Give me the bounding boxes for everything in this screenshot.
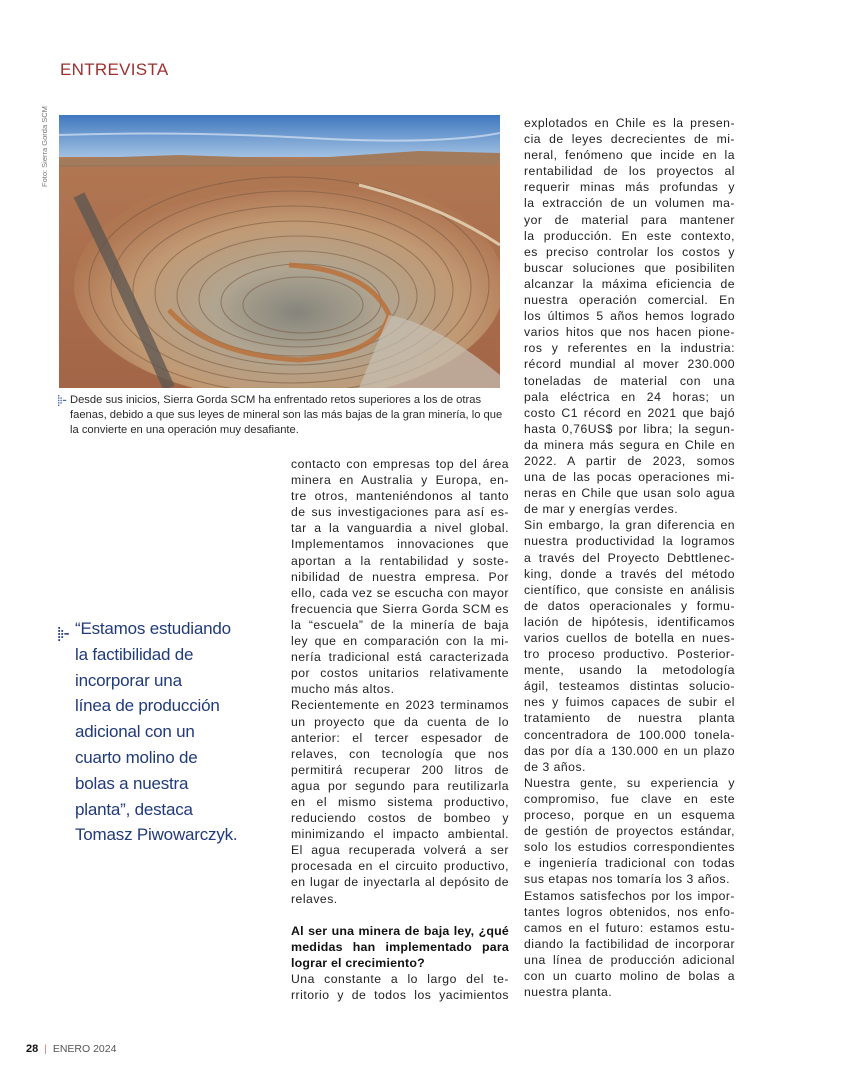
text-line: ello, cada vez se escucha con mayor bbox=[291, 585, 509, 600]
text-line: rentabilidad de los proyectos al bbox=[524, 164, 735, 179]
quote-line: “Estamos estudiando bbox=[75, 619, 231, 638]
text-line: la extracción de un volumen ma- bbox=[524, 196, 735, 211]
text-line: procesada en el circuito productivo, bbox=[291, 859, 509, 874]
question-line: Al ser una minera de baja ley, ¿qué bbox=[291, 923, 509, 938]
text-line: nería tradicional está caracterizada bbox=[291, 650, 509, 665]
text-line: Estamos satisfechos por los impor- bbox=[524, 888, 735, 903]
text-line: nuestra productividad la logramos bbox=[524, 534, 735, 549]
question-line: medidas han implementado para bbox=[291, 939, 509, 954]
text-line: en lugar de inyectarla al depósito de bbox=[291, 875, 509, 890]
text-line: Una constante a lo largo del te- bbox=[291, 971, 509, 986]
text-line: anterior: el tercer espesador de bbox=[291, 730, 509, 745]
text-line: ágil, testeamos distintas solucio- bbox=[524, 679, 735, 694]
paragraph bbox=[291, 456, 509, 697]
text-line: de sus investigaciones para así es- bbox=[291, 505, 509, 520]
text-line: de datos operacionales y formu- bbox=[524, 598, 735, 613]
text-line: sus etapas nos tomaría los 3 años. bbox=[524, 872, 731, 887]
text-line: neral, fenómeno que incide en la bbox=[524, 148, 735, 163]
text-line: king, donde a través del método bbox=[524, 566, 735, 581]
paragraph bbox=[524, 115, 735, 517]
text-line: solo los estudios correspondientes bbox=[524, 840, 735, 855]
text-line: por costos unitarios relativamente bbox=[291, 666, 509, 681]
quote-line: incorporar una bbox=[75, 670, 182, 690]
mine-photo bbox=[59, 115, 500, 388]
text-line: es preciso controlar los costos y bbox=[524, 244, 735, 259]
question-line: lograr el crecimiento? bbox=[291, 955, 425, 970]
text-line: relaves. bbox=[291, 891, 338, 906]
quote-line: cuarto molino de bbox=[75, 747, 198, 767]
text-line: cia de leyes decrecientes de mi- bbox=[524, 132, 735, 147]
text-line: alcanzar la máxima eficiencia de bbox=[524, 276, 735, 291]
text-line: Recientemente en 2023 terminamos bbox=[291, 698, 509, 713]
text-line: minera en Australia y Europa, en- bbox=[291, 473, 509, 488]
text-line: la “escuela” de la minería de baja bbox=[291, 617, 509, 632]
text-line: permitirá recuperar 200 litros de bbox=[291, 762, 509, 777]
text-line: da minera más segura en Chile en bbox=[524, 437, 735, 452]
text-line: pala eléctrica en 24 horas; un bbox=[524, 389, 735, 404]
text-line: explotados en Chile es la presen- bbox=[524, 116, 735, 130]
text-line: con un cuarto molino de bolas a bbox=[524, 968, 735, 983]
text-line: agua por segundo para reutilizarla bbox=[291, 778, 509, 793]
text-line: de 3 años. bbox=[524, 759, 586, 774]
page-number: 28 bbox=[26, 1043, 39, 1055]
text-line: ley que en comparación con la mi- bbox=[291, 634, 509, 649]
paragraph bbox=[291, 971, 509, 1003]
text-line: minimizando el impacto ambiental. bbox=[291, 827, 509, 842]
text-line: nibilidad de nuestra empresa. Por bbox=[291, 569, 509, 584]
text-line: El agua recuperada volverá a ser bbox=[291, 843, 509, 858]
text-line: en el mismo sistema productivo, bbox=[291, 794, 509, 809]
text-line: reduciendo costos de bombeo y bbox=[291, 811, 509, 826]
text-line: neras en Chile que usan solo agua bbox=[524, 486, 735, 501]
text-line: concentradora de 100.000 tonela- bbox=[524, 727, 735, 742]
text-line: relaves, con tecnología que nos bbox=[291, 746, 509, 761]
dotted-bullet-icon bbox=[58, 395, 67, 411]
text-line: rritorio y de todos los yacimientos bbox=[291, 988, 509, 1002]
article-column-middle bbox=[291, 456, 509, 1003]
text-line: aportan a la rentabilidad y soste- bbox=[291, 553, 509, 568]
text-line: contacto con empresas top del área bbox=[291, 457, 509, 471]
text-line: costo C1 récord en 2021 que bajó bbox=[524, 405, 735, 420]
text-line: Implementamos innovaciones que bbox=[291, 537, 509, 552]
text-line: lación de hipótesis, identificamos bbox=[524, 614, 735, 629]
text-line: nuestra operación comercial. En bbox=[524, 293, 735, 308]
interview-question bbox=[291, 923, 509, 971]
quote-line: la factibilidad de bbox=[75, 644, 194, 664]
text-line: tantes logros obtenidos, nos enfo- bbox=[524, 904, 735, 919]
text-line: mente, usando la metodología bbox=[524, 663, 735, 678]
pull-quote bbox=[58, 616, 258, 848]
paragraph bbox=[524, 888, 735, 1001]
text-line: yor de material para mantener bbox=[524, 212, 735, 227]
text-line: nes y fuimos capaces de subir el bbox=[524, 695, 735, 710]
text-line: la producción. En este contexto, bbox=[524, 228, 735, 243]
paragraph-gap bbox=[291, 907, 509, 923]
article-column-right bbox=[524, 115, 735, 1000]
dotted-bullet-icon bbox=[58, 623, 70, 649]
text-line: diando la factibilidad de incorporar bbox=[524, 936, 735, 951]
quote-line: adicional con un bbox=[75, 722, 195, 742]
text-line: proceso, porque en un esquema bbox=[524, 808, 735, 823]
text-line: Nuestra gente, su experiencia y bbox=[524, 775, 735, 790]
text-line: los últimos 5 años hemos logrado bbox=[524, 309, 735, 324]
paragraph bbox=[291, 697, 509, 906]
open-pit-mine-image bbox=[59, 115, 500, 388]
text-line: un proyecto que da cuenta de lo bbox=[291, 714, 509, 729]
text-line: e ingeniería tradicional con todas bbox=[524, 856, 735, 871]
text-line: compromiso, fue clave en este bbox=[524, 791, 735, 806]
section-label: ENTREVISTA bbox=[60, 60, 169, 79]
text-line: hasta 0,76US$ por libra; la segun- bbox=[524, 421, 735, 436]
text-line: toneladas de material con una bbox=[524, 373, 735, 388]
text-line: varios cuellos de botella en nues- bbox=[524, 631, 735, 645]
page-footer bbox=[26, 1043, 116, 1055]
text-line: a través del Proyecto Debttlenec- bbox=[524, 550, 735, 565]
text-line: tre otros, manteniéndonos al tanto bbox=[291, 489, 509, 504]
paragraph bbox=[524, 775, 735, 888]
text-line: tar a la vanguardia a nivel global. bbox=[291, 521, 509, 536]
text-line: nuestra planta. bbox=[524, 985, 613, 1000]
caption-text: Desde sus inicios, Sierra Gorda SCM ha enfrentado retos superiores a los de otras faenas, debido a que sus leyes de mineral son las más bajas de la gran minería, lo que la convierte en una operación muy desafiante. bbox=[70, 394, 503, 436]
photo-caption bbox=[58, 393, 508, 438]
footer-separator: | bbox=[44, 1043, 47, 1055]
text-line: 2022. A partir de 2023, somos bbox=[524, 453, 735, 468]
text-line: ros y referentes en la industria: bbox=[524, 341, 735, 356]
quote-line: planta”, destaca bbox=[75, 799, 193, 819]
quote-line: línea de producción bbox=[75, 696, 220, 716]
text-line: buscar soluciones que posibiliten bbox=[524, 260, 735, 275]
text-line: récord mundial al mover 230.000 bbox=[524, 357, 735, 372]
photo-credit-text: Foto: Sierra Gorda SCM bbox=[40, 106, 49, 187]
photo-credit bbox=[40, 106, 54, 187]
text-line: de gestión de proyectos estándar, bbox=[524, 824, 735, 839]
text-line: una de las pocas operaciones mi- bbox=[524, 470, 735, 485]
quote-line: bolas a nuestra bbox=[75, 773, 189, 793]
text-line: tro proceso productivo. Posterior- bbox=[524, 647, 735, 662]
text-line: una línea de producción adicional bbox=[524, 952, 735, 967]
text-line: requerir minas más profundas y bbox=[524, 180, 735, 195]
text-line: camos en el futuro: estamos estu- bbox=[524, 920, 735, 935]
text-line: de mar y energías verdes. bbox=[524, 502, 679, 517]
text-line: mucho más altos. bbox=[291, 682, 395, 697]
text-line: frecuencia que Sierra Gorda SCM es bbox=[291, 601, 509, 616]
text-line: científico, que consiste en análisis bbox=[524, 582, 735, 597]
quote-line: Tomasz Piwowarczyk. bbox=[75, 825, 238, 845]
text-line: varios hitos que nos hacen pione- bbox=[524, 325, 735, 340]
issue-date: ENERO 2024 bbox=[52, 1043, 117, 1055]
text-line: Sin embargo, la gran diferencia en bbox=[524, 518, 735, 533]
text-line: das por día a 130.000 en un plazo bbox=[524, 743, 735, 758]
paragraph bbox=[524, 517, 735, 775]
text-line: tratamiento de nuestra planta bbox=[524, 711, 735, 726]
